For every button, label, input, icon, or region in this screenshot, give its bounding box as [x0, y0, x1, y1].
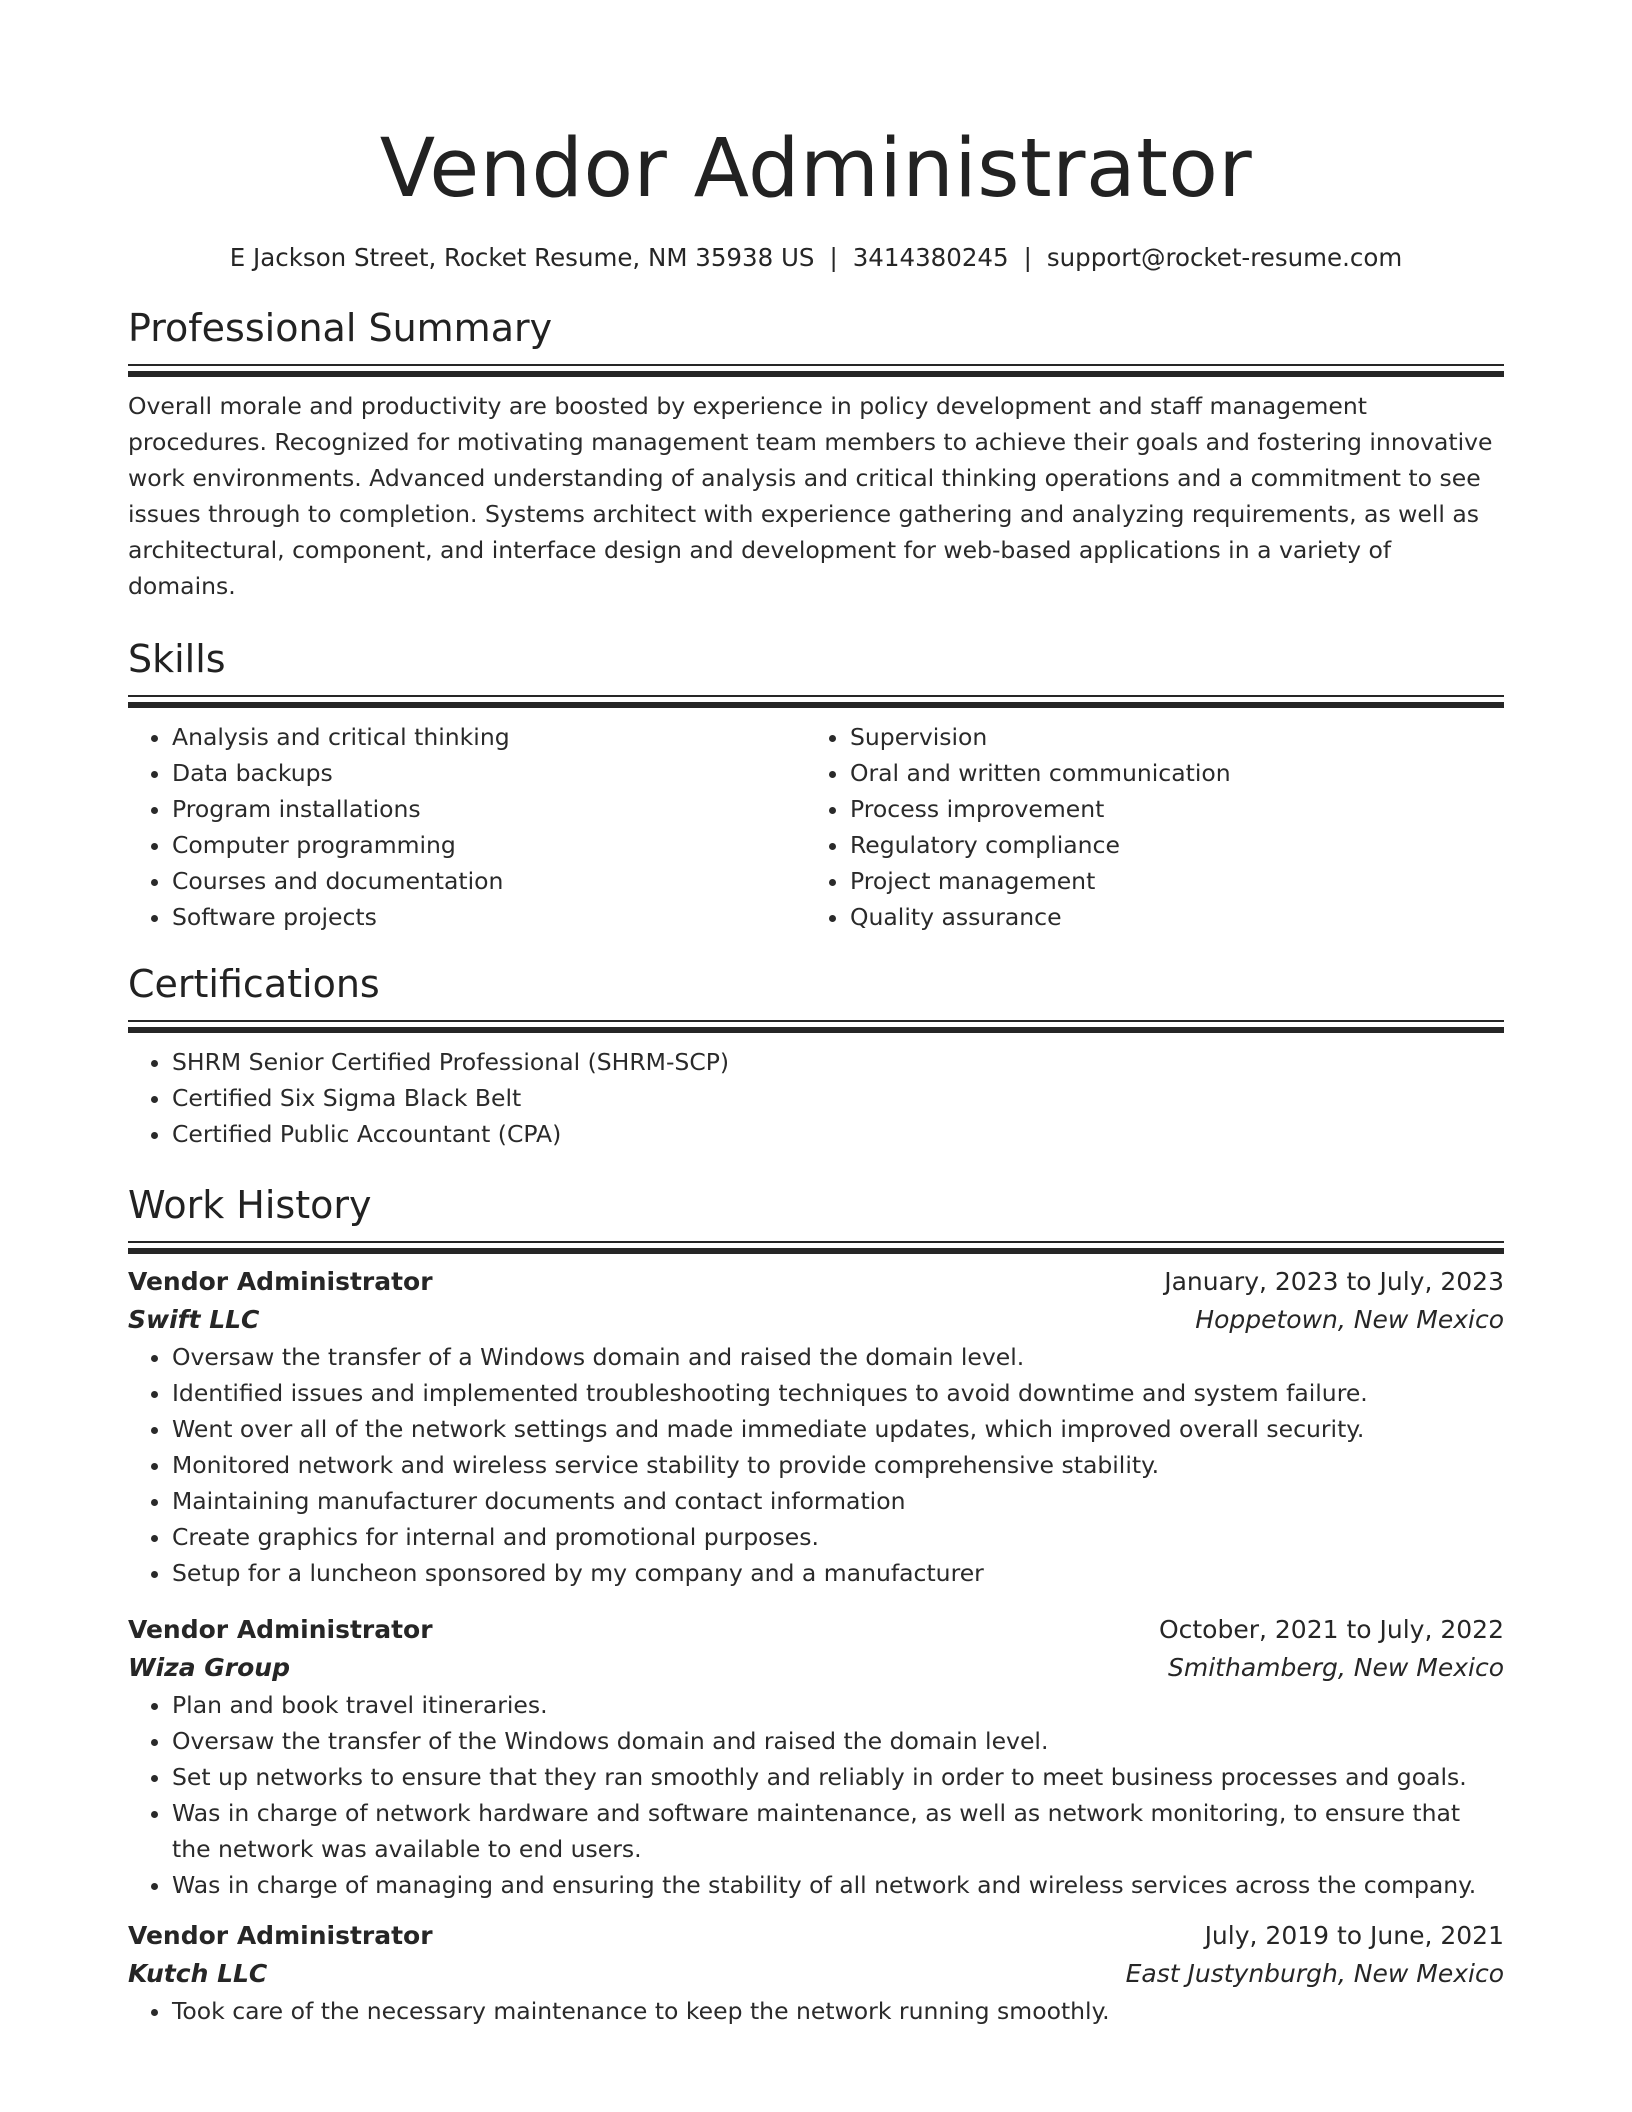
- section-title: Work History: [128, 1183, 372, 1227]
- list-item: • SHRM Senior Certified Professional (SHRM-SCP): [172, 1044, 1504, 1080]
- job-subheader: [128, 1649, 1504, 1687]
- contact-separator: |: [1023, 243, 1032, 272]
- list-item: • Setup for a luncheon sponsored by my company and a manufacturer: [172, 1555, 1504, 1591]
- list-item: • Project management: [850, 863, 1484, 899]
- list-item: • Monitored network and wireless service stability to provide comprehensive stability.: [172, 1447, 1504, 1483]
- list-item: • Regulatory compliance: [850, 827, 1484, 863]
- list-item: • Create graphics for internal and promotional purposes.: [172, 1519, 1504, 1555]
- job-location: Smithamberg, New Mexico: [1168, 1653, 1504, 1682]
- section-divider: [128, 364, 1504, 366]
- section-divider: [128, 1241, 1504, 1243]
- job-subheader: [128, 1301, 1504, 1339]
- skills-section: [128, 634, 1504, 935]
- certifications-list: [128, 1044, 1504, 1152]
- job-dates: January, 2023 to July, 2023: [1164, 1267, 1504, 1296]
- job-title: Vendor Administrator: [128, 1615, 433, 1644]
- contact-line: [128, 242, 1504, 274]
- section-divider: [128, 1020, 1504, 1022]
- job-dates: October, 2021 to July, 2022: [1158, 1615, 1504, 1644]
- list-item: • Courses and documentation: [172, 863, 806, 899]
- job-subheader: [128, 1955, 1504, 1993]
- job-title: Vendor Administrator: [128, 1267, 433, 1296]
- job-location: Hoppetown, New Mexico: [1195, 1305, 1504, 1334]
- list-item: • Certified Six Sigma Black Belt: [172, 1080, 1504, 1116]
- list-item: • Was in charge of managing and ensuring the stability of all network and wireless services across the company.: [172, 1867, 1504, 1903]
- list-item: • Process improvement: [850, 791, 1484, 827]
- list-item: • Took care of the necessary maintenance to keep the network running smoothly.: [172, 1993, 1504, 2029]
- list-item: • Maintaining manufacturer documents and contact information: [172, 1483, 1504, 1519]
- list-item: • Certified Public Accountant (CPA): [172, 1116, 1504, 1152]
- job-entry: [128, 1611, 1504, 1903]
- certifications-section: [128, 959, 1504, 1152]
- list-item: • Oversaw the transfer of the Windows domain and raised the domain level.: [172, 1723, 1504, 1759]
- list-item: • Identified issues and implemented troubleshooting techniques to avoid downtime and system failure.: [172, 1375, 1504, 1411]
- section-title: Certifications: [128, 962, 380, 1006]
- contact-separator: |: [829, 243, 838, 272]
- skills-columns: [128, 719, 1504, 935]
- skills-column-right: [806, 719, 1484, 935]
- job-header: [128, 1611, 1504, 1649]
- job-bullets: [128, 1339, 1504, 1591]
- resume-page: [128, 0, 1504, 2029]
- candidate-name: Vendor Administrator: [379, 122, 1253, 216]
- summary-section: [128, 303, 1504, 604]
- list-item: • Oversaw the transfer of a Windows domain and raised the domain level.: [172, 1339, 1504, 1375]
- list-item: • Analysis and critical thinking: [172, 719, 806, 755]
- section-title: Professional Summary: [128, 306, 553, 350]
- list-item: • Quality assurance: [850, 899, 1484, 935]
- list-item: • Plan and book travel itineraries.: [172, 1687, 1504, 1723]
- job-header: [128, 1917, 1504, 1955]
- job-bullets: [128, 1993, 1504, 2029]
- skills-column-left: [128, 719, 806, 935]
- section-title: Skills: [128, 637, 226, 681]
- job-location: East Justynburgh, New Mexico: [1125, 1959, 1504, 1988]
- job-dates: July, 2019 to June, 2021: [1204, 1921, 1504, 1950]
- job-title: Vendor Administrator: [128, 1921, 433, 1950]
- section-divider: [128, 695, 1504, 697]
- list-item: • Set up networks to ensure that they ran smoothly and reliably in order to meet business processes and goals.: [172, 1759, 1504, 1795]
- list-item: • Oral and written communication: [850, 755, 1484, 791]
- job-entry: [128, 1263, 1504, 1591]
- contact-email: support@rocket-resume.com: [1046, 243, 1403, 272]
- summary-text: Overall morale and productivity are boosted by experience in policy development and staff management procedures. Recognized for motivating management team members to achieve their goals and fostering innovative work environments. Advanced understanding of analysis and critical thinking operations and a commitment to see issues through to completion. Systems architect with experience gathering and analyzing requirements, as well as architectural, component, and interface design and development for web-based applications in a variety of domains.: [128, 392, 1493, 600]
- list-item: • Program installations: [172, 791, 806, 827]
- job-company: Kutch LLC: [128, 1959, 268, 1988]
- job-header: [128, 1263, 1504, 1301]
- work-history-section: [128, 1180, 1504, 2029]
- list-item: • Data backups: [172, 755, 806, 791]
- list-item: • Went over all of the network settings and made immediate updates, which improved overall security.: [172, 1411, 1504, 1447]
- list-item: • Computer programming: [172, 827, 806, 863]
- list-item: • Software projects: [172, 899, 806, 935]
- contact-phone: 3414380245: [852, 243, 1009, 272]
- job-company: Swift LLC: [128, 1305, 260, 1334]
- job-entry: [128, 1917, 1504, 2029]
- job-company: Wiza Group: [128, 1653, 290, 1682]
- list-item: • Was in charge of network hardware and software maintenance, as well as network monitoring, to ensure that the network was available to end users.: [172, 1795, 1504, 1867]
- job-bullets: [128, 1687, 1504, 1903]
- list-item: • Supervision: [850, 719, 1484, 755]
- contact-address: E Jackson Street, Rocket Resume, NM 35938 US: [229, 243, 815, 272]
